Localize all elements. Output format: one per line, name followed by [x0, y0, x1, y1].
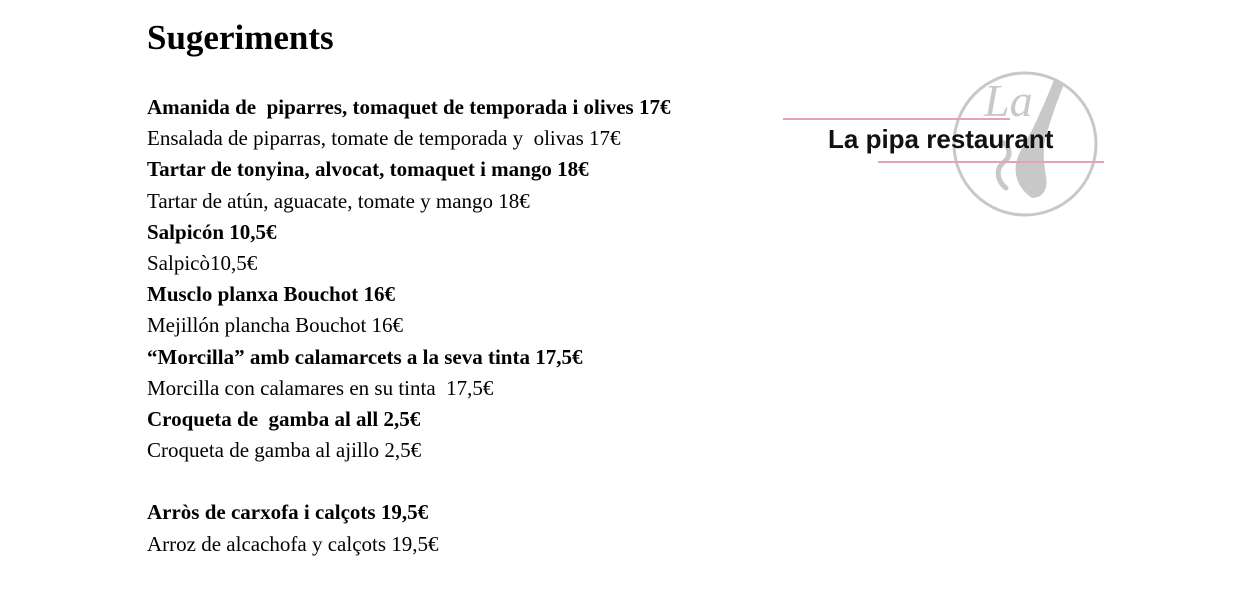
dish-name-catalan: Salpicón 10,5€ [147, 219, 277, 244]
suggestions-list [147, 92, 787, 560]
dish-name-spanish: Mejillón plancha Bouchot 16€ [147, 313, 404, 338]
dish-name-catalan: Musclo planxa Bouchot 16€ [147, 282, 395, 307]
dish-item [147, 404, 787, 466]
dish-name-spanish: Croqueta de gamba al ajillo 2,5€ [147, 438, 422, 463]
svg-text:La: La [984, 75, 1033, 126]
restaurant-logo [770, 68, 1120, 218]
dish-name-spanish: Ensalada de piparras, tomate de temporada y olivas 17€ [147, 126, 621, 151]
dish-name-catalan: Tartar de tonyina, alvocat, tomaquet i mango 18€ [147, 157, 589, 182]
spacer [147, 466, 787, 497]
dish-name-catalan: Amanida de piparres, tomaquet de temporada i olives 17€ [147, 95, 671, 119]
page-title: Sugeriments [147, 18, 334, 57]
dish-item [147, 279, 787, 341]
dish-name-spanish: Tartar de atún, aguacate, tomate y mango 18€ [147, 188, 530, 213]
dish-name-catalan: “Morcilla” amb calamarcets a la seva tinta 17,5€ [147, 344, 583, 369]
dish-item [147, 154, 787, 216]
rice-name-catalan: Arròs de carxofa i calçots 19,5€ [147, 500, 429, 525]
dish-item [147, 217, 787, 279]
dish-name-catalan: Croqueta de gamba al all 2,5€ [147, 406, 421, 431]
dish-item [147, 92, 787, 154]
rice-item [147, 497, 787, 559]
logo-wordmark: La pipa restaurant [828, 124, 1054, 154]
dish-name-spanish: Morcilla con calamares en su tinta 17,5€ [147, 375, 494, 400]
rice-name-spanish: Arroz de alcachofa y calçots 19,5€ [147, 531, 439, 556]
dish-name-spanish: Salpicò10,5€ [147, 250, 258, 275]
dish-item [147, 342, 787, 404]
